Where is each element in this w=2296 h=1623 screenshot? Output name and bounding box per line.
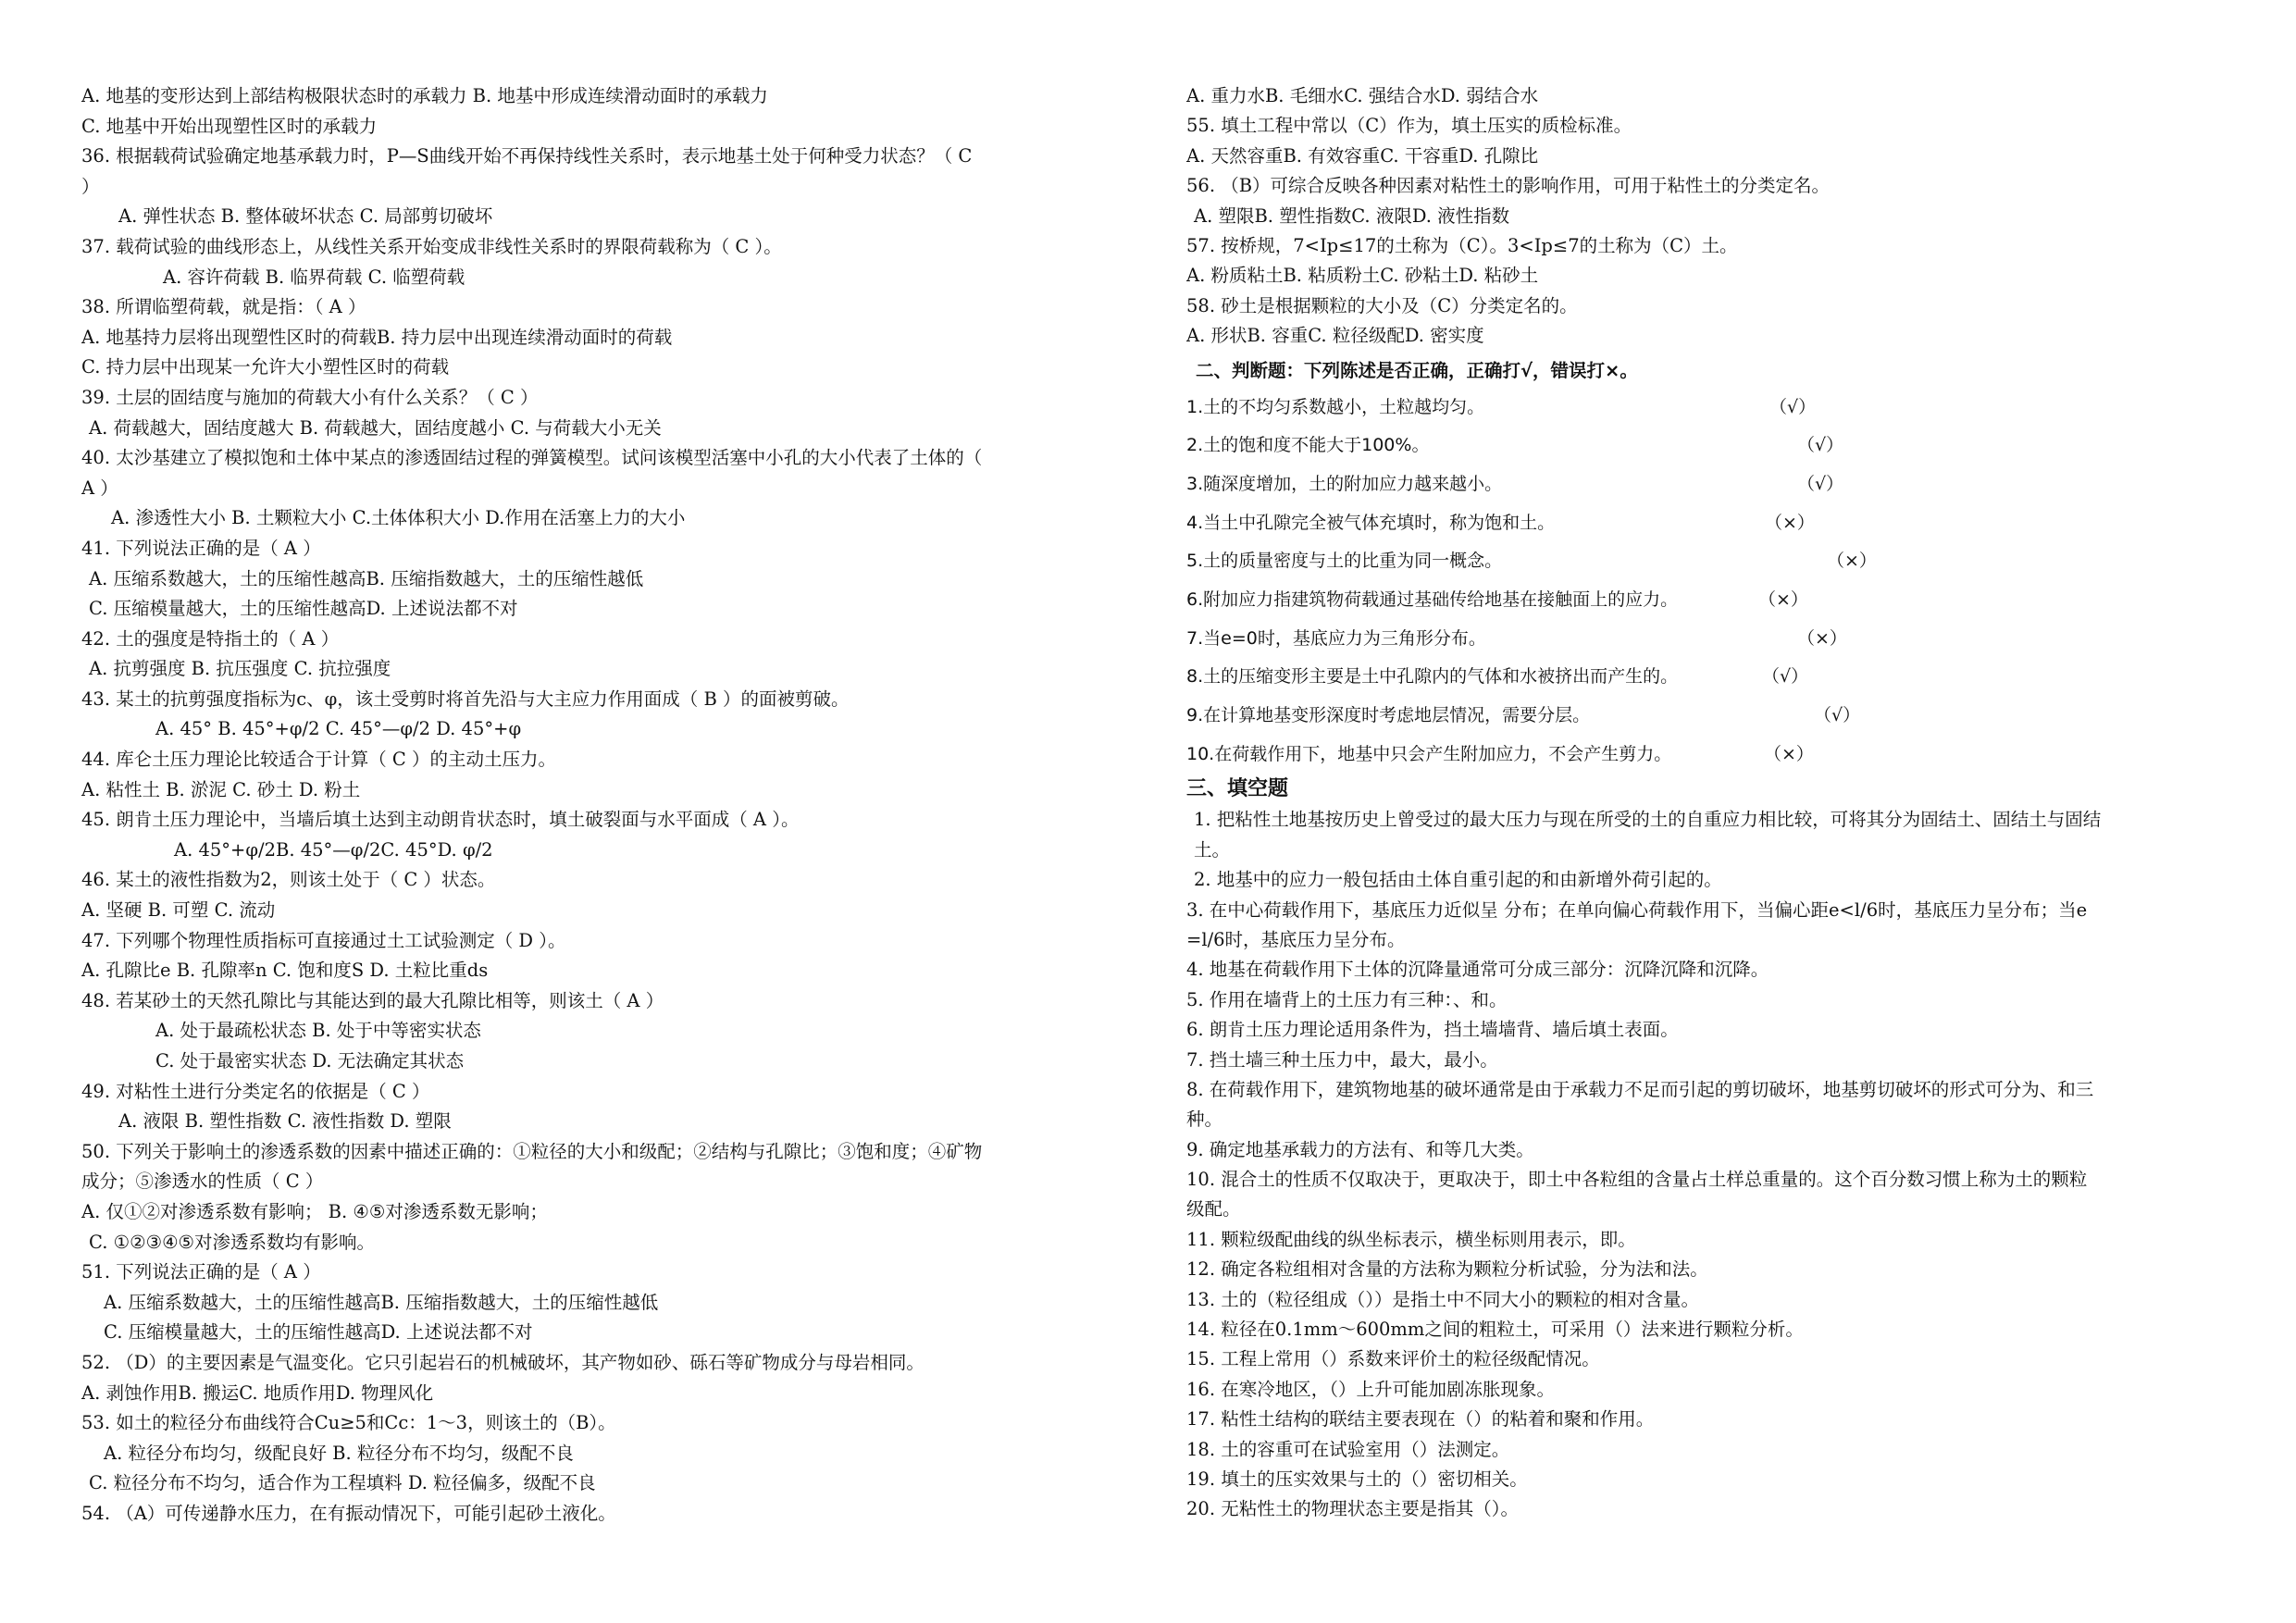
fill-blank-line: 8. 在荷载作用下，建筑物地基的破坏通常是由于承载力不足而引起的剪切破坏，地基剪切破坏的形式可分为、和三 [1186,1078,2094,1100]
question-line: 57. 按桥规，7<Ip≤17的土称为（C）。3<Ip≤7的土称为（C）土。 [1186,234,1738,256]
fill-list [1186,805,2232,1524]
judge-statement: 4.当土中孔隙完全被气体充填时，称为饱和土。 [1186,512,1556,533]
judge-answer-mark: （√） [1797,435,1844,456]
judge-item [1186,504,2232,543]
judge-answer-mark: （√） [1797,473,1844,494]
fill-blank-line: 4. 地基在荷载作用下土体的沉降量通常可分成三部分：沉降沉降和沉降。 [1186,959,1769,981]
judge-statement: 5.土的质量密度与土的比重为同一概念。 [1186,551,1503,572]
question-line: A. 容许荷载 B. 临界荷载 C. 临塑荷载 [163,266,465,288]
fill-blank-line: 14. 粒径在0.1mm～600mm之间的粗粒土，可采用（）法来进行颗粒分析。 [1186,1319,1804,1341]
question-line: 36. 根据载荷试验确定地基承载力时，P—S曲线开始不再保持线性关系时，表示地基土处于何种受力状态？（ C [81,145,973,167]
judge-list [1186,389,2232,774]
judge-answer-mark: （√） [1762,666,1809,688]
judge-answer-mark: （√） [1814,705,1861,726]
question-line: A. 抗剪强度 B. 抗压强度 C. 抗拉强度 [89,658,391,680]
fill-blank-line: 土。 [1194,838,1231,861]
fill-section-heading: 三、填空题 [1186,777,1289,801]
judge-item [1186,581,2232,620]
judge-statement: 7.当e=0时，基底应力为三角形分布。 [1186,627,1486,649]
fill-blank-line: 16. 在寒冷地区，（）上升可能加剧冻胀现象。 [1186,1378,1555,1400]
question-line: 58. 砂土是根据颗粒的大小及（C）分类定名的。 [1186,294,1578,316]
question-line: C. 地基中开始出现塑性区时的承载力 [81,115,378,137]
question-line: 44. 库仑土压力理论比较适合于计算（ C ）的主动土压力。 [81,749,557,771]
fill-blank-line: 20. 无粘性土的物理状态主要是指其（）。 [1186,1498,1519,1520]
question-line: A. 地基的变形达到上部结构极限状态时的承载力 B. 地基中形成连续滑动面时的承载力 [81,85,768,106]
question-line: C. 持力层中出现某一允许大小塑性区时的荷载 [81,356,450,378]
judge-statement: 1.土的不均匀系数越小，土粒越均匀。 [1186,396,1485,417]
fill-blank-line: 7. 挡土墙三种土压力中，最大，最小。 [1186,1048,1498,1071]
question-line: A. 形状B. 容重C. 粒径级配D. 密实度 [1186,325,1484,347]
question-line: A. 压缩系数越大，土的压缩性越高B. 压缩指数越大，土的压缩性越低 [89,567,644,589]
question-line: 41. 下列说法正确的是（ A ） [81,537,321,559]
question-line: C. 压缩模量越大，土的压缩性越高D. 上述说法都不对 [89,598,518,620]
question-line: 43. 某土的抗剪强度指标为c、φ，该土受剪时将首先沿与大主应力作用面成（ B ）的面被剪破。 [81,688,850,710]
fill-blank-line: 6. 朗肯土压力理论适用条件为，挡土墙墙背、墙后填土表面。 [1186,1019,1679,1041]
question-line: A. 液限 B. 塑性指数 C. 液性指数 D. 塑限 [118,1110,452,1133]
judge-answer-mark: （×） [1827,551,1877,572]
question-line: 53. 如土的粒径分布曲线符合Cu≥5和Cc：1～3，则该土的（B）。 [81,1412,616,1434]
question-line: A. 孔隙比e B. 孔隙率n C. 饱和度S D. 土粒比重ds [81,960,489,982]
question-line: A. 粘性土 B. 淤泥 C. 砂土 D. 粉土 [81,778,361,800]
fill-blank-line: 13. 土的（粒径组成（））是指土中不同大小的颗粒的相对含量。 [1186,1288,1699,1310]
question-line: A. 弹性状态 B. 整体破坏状态 C. 局部剪切破坏 [118,205,493,228]
judge-item [1186,736,2232,774]
question-line: 38. 所谓临塑荷载，就是指：（ A ） [81,296,366,318]
question-line: A. 粒径分布均匀，级配良好 B. 粒径分布不均匀，级配不良 [104,1442,574,1464]
judge-item [1186,542,2232,581]
question-line: C. 压缩模量越大，土的压缩性越高D. 上述说法都不对 [104,1321,533,1344]
question-line: 47. 下列哪个物理性质指标可直接通过土工试验测定（ D ）。 [81,929,566,951]
judge-statement: 9.在计算地基变形深度时考虑地层情况，需要分层。 [1186,705,1591,726]
right-column [1186,81,2232,1525]
judge-statement: 10.在荷载作用下，地基中只会产生附加应力，不会产生剪力。 [1186,743,1672,764]
question-line: C. 处于最密实状态 D. 无法确定其状态 [155,1050,465,1072]
judge-statement: 2.土的饱和度不能大于100%。 [1186,435,1430,456]
judge-section-heading: 二、判断题：下列陈述是否正确，正确打√，错误打×。 [1196,359,1638,381]
judge-item [1186,697,2232,736]
question-line: C. ①②③④⑤对渗透系数均有影响。 [89,1231,376,1253]
question-line: A ） [81,477,118,499]
fill-blank-line: 11. 颗粒级配曲线的纵坐标表示，横坐标则用表示，即。 [1186,1228,1636,1250]
question-line: 46. 某土的液性指数为2，则该土处于（ C ）状态。 [81,869,496,891]
judge-statement: 3.随深度增加，土的附加应力越来越小。 [1186,473,1503,494]
question-line: A. 荷载越大，固结度越大 B. 荷载越大，固结度越小 C. 与荷载大小无关 [89,416,662,439]
fill-blank-line: 17. 粘性土结构的联结主要表现在（）的粘着和聚和作用。 [1186,1408,1655,1431]
question-line: A. 处于最疏松状态 B. 处于中等密实状态 [155,1020,481,1042]
judge-statement: 8.土的压缩变形主要是土中孔隙内的气体和水被挤出而产生的。 [1186,666,1679,688]
left-column [81,81,1127,1530]
question-line: 50. 下列关于影响土的渗透系数的因素中描述正确的：①粒径的大小和级配；②结构与孔隙比；③饱和度；④矿物 [81,1140,983,1162]
judge-item [1186,427,2232,465]
multiple-choice-continued [1186,81,2232,352]
question-line: 48. 若某砂土的天然孔隙比与其能达到的最大孔隙比相等，则该土（ A ） [81,989,664,1011]
question-line: 37. 载荷试验的曲线形态上，从线性关系开始变成非线性关系时的界限荷载称为（ C ）。 [81,235,782,257]
fill-blank-line: 9. 确定地基承载力的方法有、和等几大类。 [1186,1138,1534,1160]
judge-item [1186,465,2232,504]
judge-answer-mark: （×） [1797,627,1847,649]
question-line: 40. 太沙基建立了模拟饱和土体中某点的渗透固结过程的弹簧模型。试问该模型活塞中小孔的大小代表了土体的（ [81,447,983,469]
question-line: A. 仅①②对渗透系数有影响； B. ④⑤对渗透系数无影响； [81,1200,548,1222]
judge-item [1186,389,2232,427]
fill-blank-line: 12. 确定各粒组相对含量的方法称为颗粒分析试验，分为法和法。 [1186,1258,1708,1281]
question-line: 49. 对粘性土进行分类定名的依据是（ C ） [81,1080,430,1102]
question-line: A. 渗透性大小 B. 土颗粒大小 C.土体体积大小 D.作用在活塞上力的大小 [111,507,686,529]
question-line: 45. 朗肯土压力理论中，当墙后填土达到主动朗肯状态时，填土破裂面与水平面成（ A ）。 [81,809,800,831]
fill-blank-line: 5. 作用在墙背上的土压力有三种：、和。 [1186,988,1508,1010]
question-line: A. 粉质粘土B. 粘质粉土C. 砂粘土D. 粘砂土 [1186,265,1539,287]
question-line: A. 45°+φ/2B. 45°—φ/2C. 45°D. φ/2 [174,838,493,861]
judge-answer-mark: （×） [1765,512,1815,533]
judge-statement: 6.附加应力指建筑物荷载通过基础传给地基在接触面上的应力。 [1186,588,1679,610]
fill-blank-line: 1. 把粘性土地基按历史上曾受过的最大压力与现在所受的土的自重应力相比较，可将其分为固结土、固结土与固结 [1194,809,2102,831]
judge-answer-mark: （×） [1764,743,1814,764]
question-line: ） [81,175,100,197]
question-line: A. 塑限B. 塑性指数C. 液限D. 液性指数 [1194,204,1510,227]
question-line: 52. （D）的主要因素是气温变化。它只引起岩石的机械破坏，其产物如砂、砾石等矿物成分与母岩相同。 [81,1351,925,1373]
judge-answer-mark: （×） [1758,588,1808,610]
question-line: 成分；⑤渗透水的性质（ C ） [81,1171,324,1193]
question-line: A. 重力水B. 毛细水C. 强结合水D. 弱结合水 [1186,85,1539,106]
question-line: A. 坚硬 B. 可塑 C. 流动 [81,899,276,922]
judge-item [1186,658,2232,697]
fill-blank-line: 级配。 [1186,1198,1241,1220]
fill-blank-line: 3. 在中心荷载作用下，基底压力近似呈 分布；在单向偏心荷载作用下，当偏心距e<l/6时，基底压力呈分布；当e [1186,898,2088,921]
question-line: 42. 土的强度是特指土的（ A ） [81,627,340,650]
question-line: 55. 填土工程中常以（C）作为，填土压实的质检标准。 [1186,115,1632,137]
question-line: 56. （B）可综合反映各种因素对粘性土的影响作用，可用于粘性土的分类定名。 [1186,175,1831,197]
question-line: A. 地基持力层将出现塑性区时的荷载B. 持力层中出现连续滑动面时的荷载 [81,326,673,348]
fill-blank-line: 18. 土的容重可在试验室用（）法测定。 [1186,1438,1510,1460]
fill-blank-line: 10. 混合土的性质不仅取决于，更取决于，即土中各粒组的含量占土样总重量的。这个百分数习惯上称为土的颗粒 [1186,1169,2088,1191]
question-line: 39. 土层的固结度与施加的荷载大小有什么关系？（ C ） [81,386,539,408]
question-line: C. 粒径分布不均匀，适合作为工程填料 D. 粒径偏多，级配不良 [89,1472,596,1494]
fill-blank-line: 种。 [1186,1109,1223,1131]
question-line: A. 压缩系数越大，土的压缩性越高B. 压缩指数越大，土的压缩性越低 [104,1291,659,1313]
question-line: 54. （A）可传递静水压力，在有振动情况下，可能引起砂土液化。 [81,1502,616,1524]
fill-blank-line: 15. 工程上常用（）系数来评价土的粒径级配情况。 [1186,1348,1600,1370]
judge-item [1186,620,2232,659]
judge-answer-mark: （√） [1769,396,1817,417]
question-line: A. 剥蚀作用B. 搬运C. 地质作用D. 物理风化 [81,1381,434,1404]
fill-blank-line: 19. 填土的压实效果与土的（）密切相关。 [1186,1468,1528,1490]
fill-blank-line: 2. 地基中的应力一般包括由土体自重引起的和由新增外荷引起的。 [1194,869,1722,891]
fill-blank-line: =l/6时，基底压力呈分布。 [1186,928,1406,950]
question-line: 51. 下列说法正确的是（ A ） [81,1261,321,1283]
question-line: A. 天然容重B. 有效容重C. 干容重D. 孔隙比 [1186,144,1539,167]
question-line: A. 45° B. 45°+φ/2 C. 45°—φ/2 D. 45°+φ [155,718,522,740]
